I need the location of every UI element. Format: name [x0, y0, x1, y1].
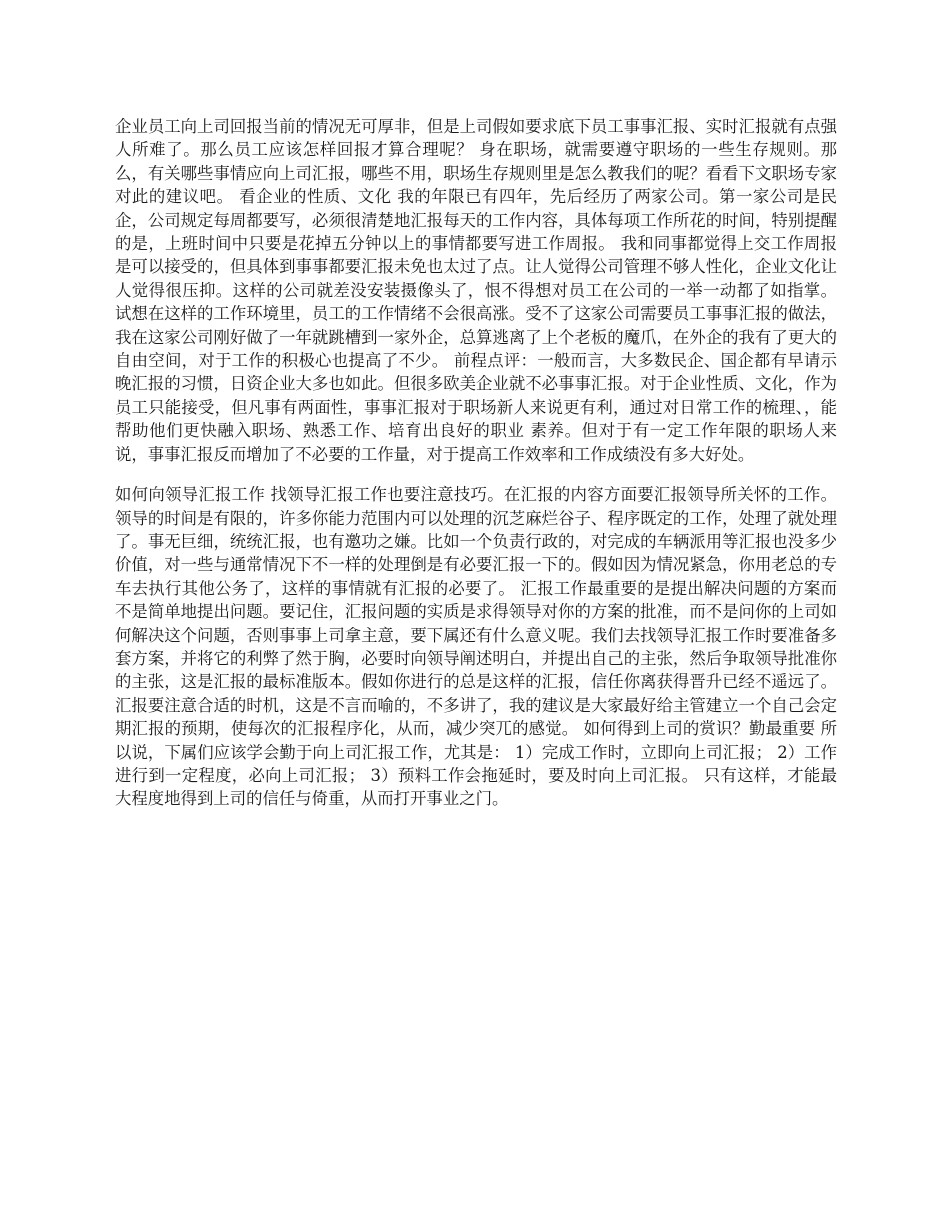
document-body: [115, 115, 837, 811]
paragraph-2: 如何向领导汇报工作 找领导汇报工作也要注意技巧。在汇报的内容方面要汇报领导所关怀的工作。领导的时间是有限的，许多你能力范围内可以处理的沉芝麻烂谷子、程序既定的工作，处理了就处理了。事无巨细，统统汇报，也有邀功之嫌。比如一个负责行政的，对完成的车辆派用等汇报也没多少价值，对一些与通常情况下不一样的处理倒是有必要汇报一下的。假如因为情况紧急，你用老总的专车去执行其他公务了，这样的事情就有汇报的必要了。 汇报工作最重要的是提出解决问题的方案而不是简单地提出问题。要记住，汇报问题的实质是求得领导对你的方案的批准，而不是问你的上司如何解决这个问题，否则事事上司拿主意，要下属还有什么意义呢。我们去找领导汇报工作时要准备多套方案，并将它的利弊了然于胸，必要时向领导阐述明白，并提出自己的主张，然后争取领导批准你的主张，这是汇报的最标准版本。假如你进行的总是这样的汇报，信任你离获得晋升已经不遥远了。 汇报要注意合适的时机，这是不言而喻的，不多讲了，我的建议是大家最好给主管建立一个自己会定期汇报的预期，使每次的汇报程序化，从而，减少突兀的感觉。 如何得到上司的赏识？勤最重要 所以说，下属们应该学会勤于向上司汇报工作，尤其是： 1）完成工作时，立即向上司汇报； 2）工作进行到一定程度，必向上司汇报； 3）预料工作会拖延时，要及时向上司汇报。 只有这样，才能最大程度地得到上司的信任与倚重，从而打开事业之门。: [115, 485, 837, 809]
paragraph-1: 企业员工向上司回报当前的情况无可厚非，但是上司假如要求底下员工事事汇报、实时汇报就有点强人所难了。那么员工应该怎样回报才算合理呢？ 身在职场，就需要遵守职场的一些生存规则。那么，有关哪些事情应向上司汇报，哪些不用，职场生存规则里是怎么教我们的呢？看看下文职场专家对此的建议吧。 看企业的性质、文化 我的年限已有四年，先后经历了两家公司。第一家公司是民企，公司规定每周都要写，必须很清楚地汇报每天的工作内容，具体每项工作所花的时间，特别提醒的是，上班时间中只要是花掉五分钟以上的事情都要写进工作周报。 我和同事都觉得上交工作周报是可以接受的，但具体到事事都要汇报未免也太过了点。让人觉得公司管理不够人性化，企业文化让人觉得很压抑。这样的公司就差没安装摄像头了，恨不得想对员工在公司的一举一动都了如指掌。 试想在这样的工作环境里，员工的工作情绪不会很高涨。受不了这家公司需要员工事事汇报的做法，我在这家公司刚好做了一年就跳槽到一家外企，总算逃离了上个老板的魔爪，在外企的我有了更大的自由空间，对于工作的积极心也提高了不少。 前程点评：一般而言，大多数民企、国企都有早请示晚汇报的习惯，日资企业大多也如此。但很多欧美企业就不必事事汇报。对于企业性质、文化，作为员工只能接受，但凡事有两面性，事事汇报对于职场新人来说更有利，通过对日常工作的梳理、，能帮助他们更快融入职场、熟悉工作、培育出良好的职业 素养。但对于有一定工作年限的职场人来说，事事汇报反而增加了不必要的工作量，对于提高工作效率和工作成绩没有多大好处。: [115, 117, 837, 464]
